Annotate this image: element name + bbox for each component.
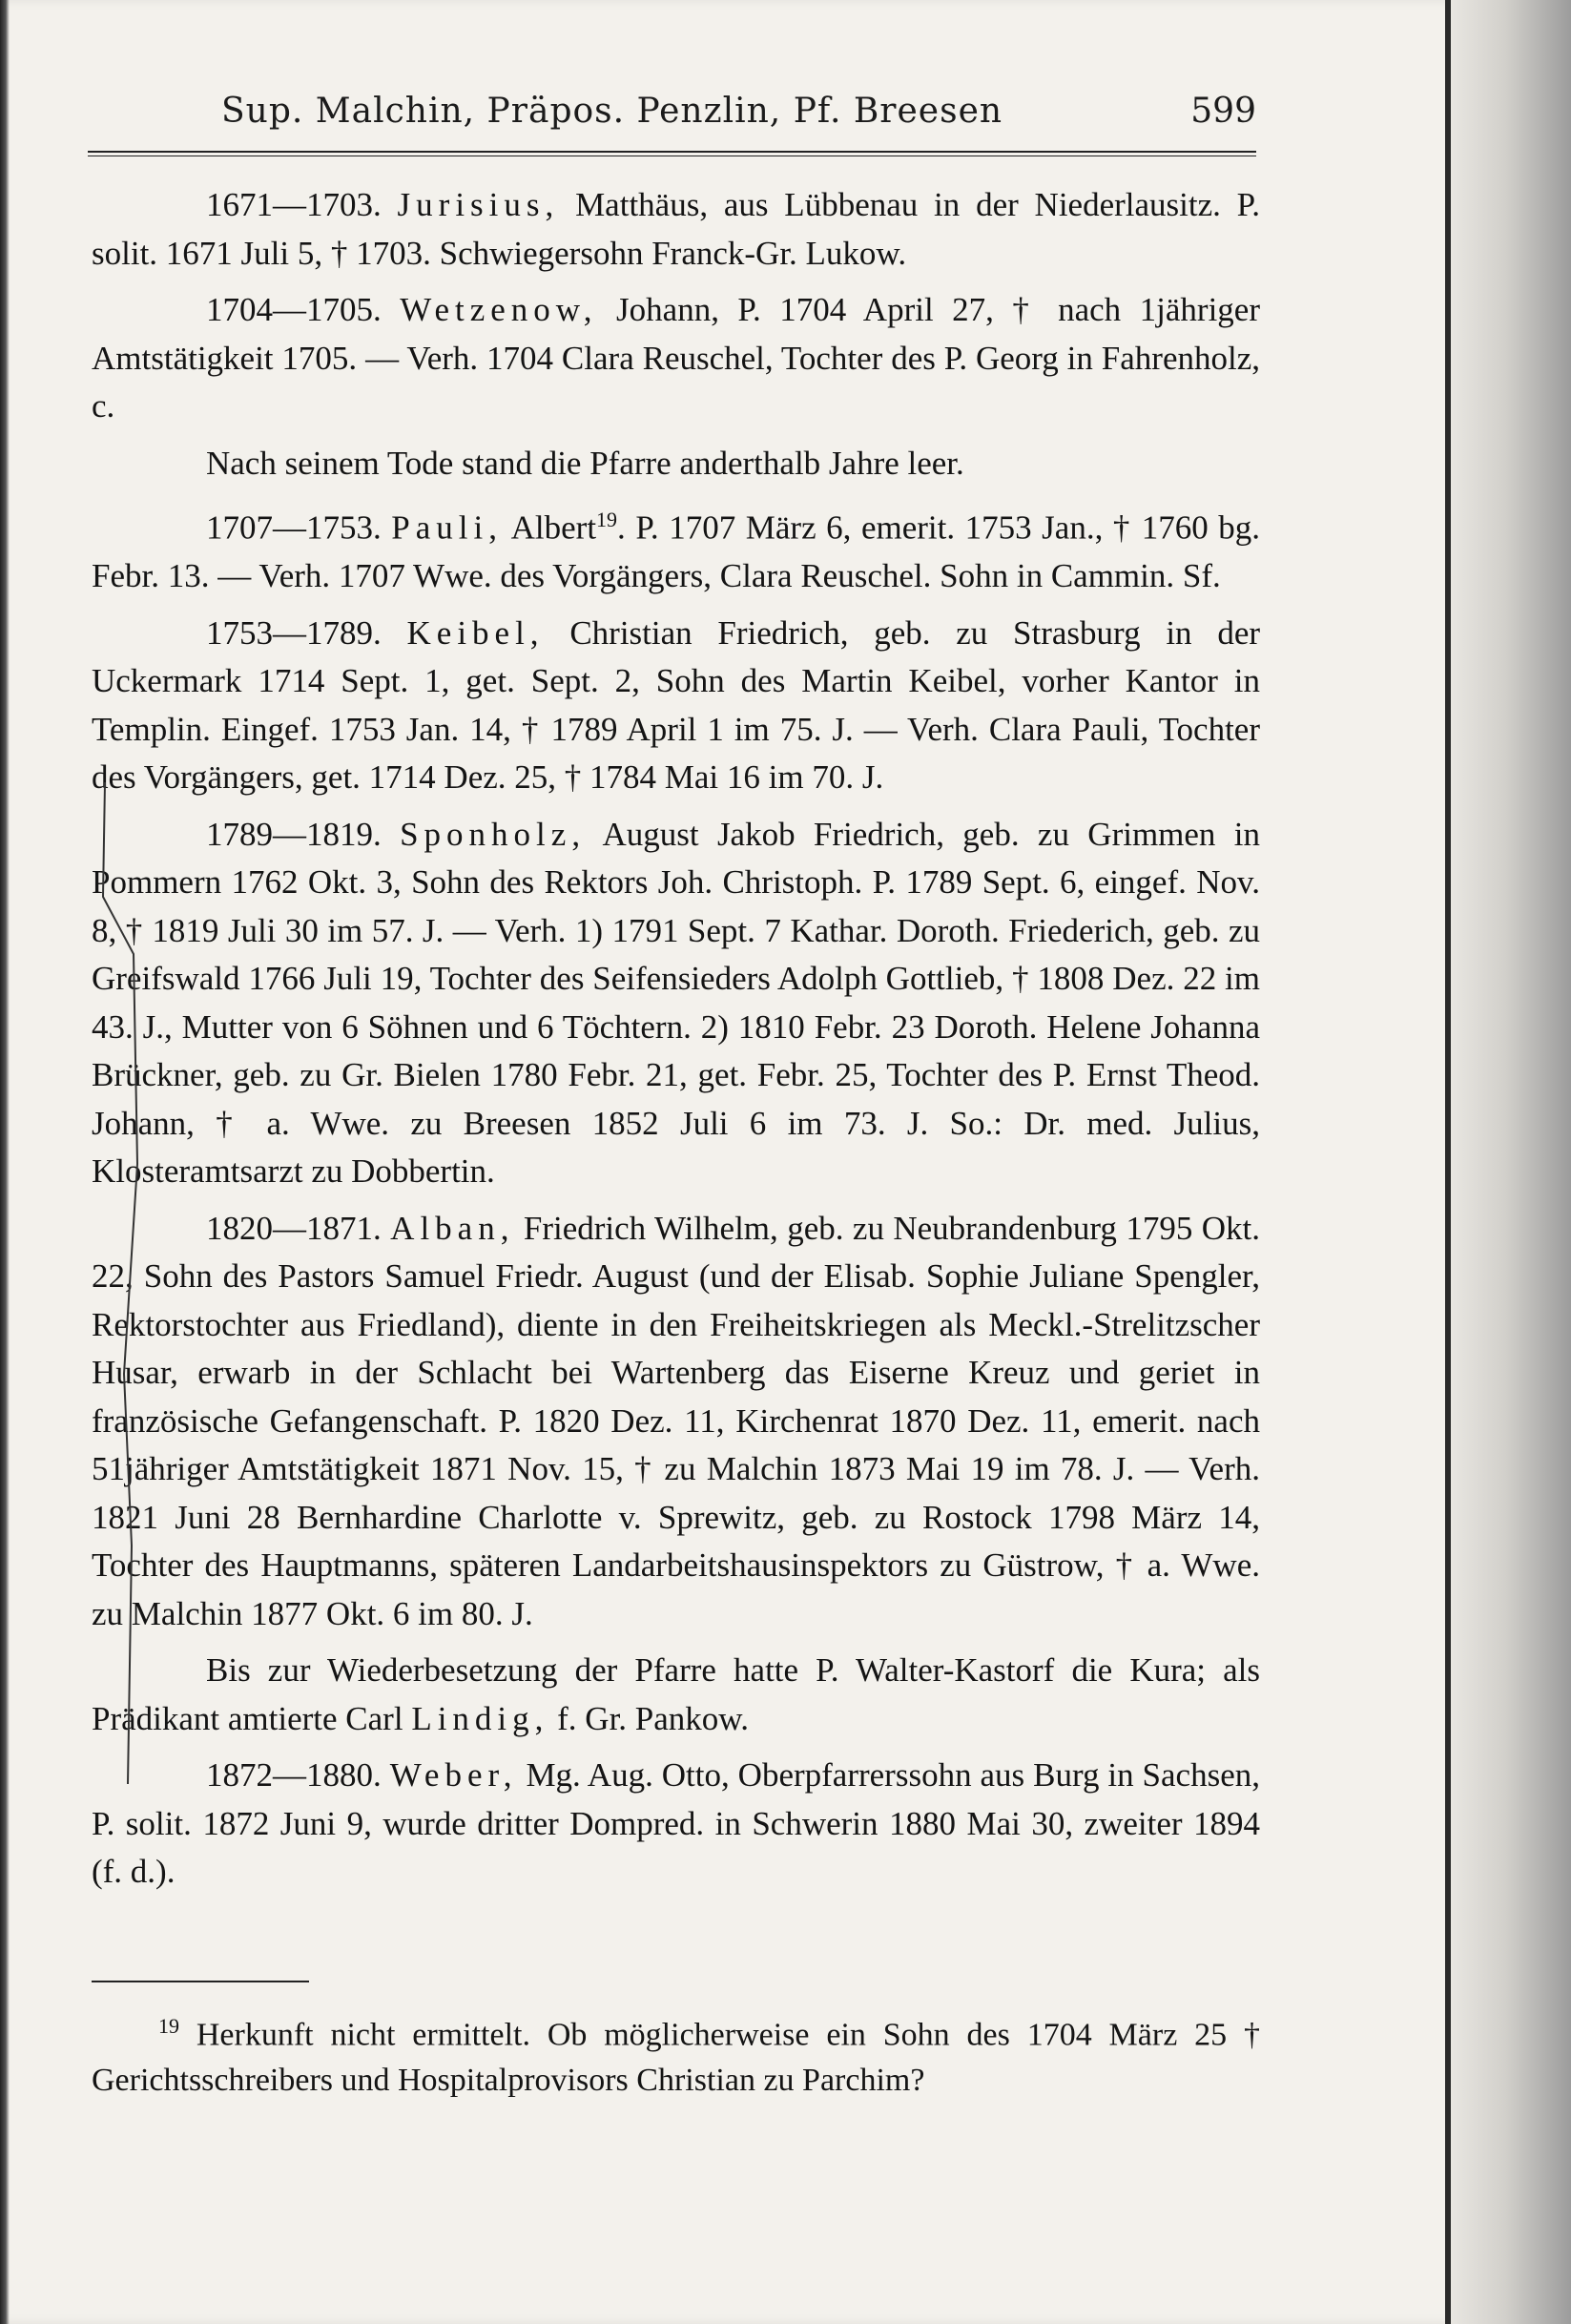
interim-note bbox=[92, 1647, 1260, 1743]
entry-pauli bbox=[92, 496, 1260, 601]
entry-years: 1789—1819. bbox=[206, 815, 382, 853]
entry-wetzenow bbox=[92, 286, 1260, 431]
entry-text: Johann, P. 1704 April 27, † nach 1jähriger Amtstätigkeit 1705. — Verh. 1704 Clara Reuschel, Tochter des P. Georg in Fahrenholz, c. bbox=[92, 291, 1260, 425]
page-number: 599 bbox=[1190, 92, 1256, 131]
margin-pencil-line bbox=[95, 782, 172, 1784]
footnote bbox=[92, 2003, 1260, 2104]
running-header-title: Sup. Malchin, Präpos. Penzlin, Pf. Breesen bbox=[221, 92, 1003, 131]
entry-text: Mg. Aug. Otto, Oberpfarrerssohn aus Burg in Sachsen, P. solit. 1872 Juni 9, wurde dritter Dompred. in Schwerin 1880 Mai 30, zweiter 1894 (f. d.). bbox=[92, 1756, 1260, 1891]
entry-name: Alban, bbox=[390, 1209, 515, 1247]
vacancy-note: Nach seinem Tode stand die Pfarre anderthalb Jahre leer. bbox=[206, 444, 964, 482]
footnote-text: Herkunft nicht ermittelt. Ob möglicherweise ein Sohn des 1704 März 25 † Gerichtsschreibers und Hospitalprovisors Christian zu Parchim? bbox=[92, 2017, 1260, 2099]
entry-text: Albert bbox=[510, 508, 597, 547]
entry-name: Sponholz, bbox=[400, 815, 587, 853]
entry-name: Jurisius, bbox=[397, 186, 560, 223]
entry-name: Keibel, bbox=[406, 613, 545, 652]
entry-name: Weber, bbox=[389, 1756, 518, 1795]
note-text: f. Gr. Pankow. bbox=[557, 1699, 750, 1737]
entry-years: 1872—1880. bbox=[206, 1756, 382, 1795]
entry-keibel bbox=[92, 610, 1260, 802]
entry-text: Matthäus, aus Lübbenau in der Niederlausitz. P. solit. 1671 Juli 5, † 1703. Schwiegersohn Franck-Gr. Lukow. bbox=[92, 186, 1261, 272]
entry-years: 1671—1703. bbox=[206, 186, 382, 223]
page-spine-shadow bbox=[0, 0, 10, 2324]
entry-weber bbox=[92, 1752, 1260, 1897]
entry-text: . P. 1707 März 6, emerit. 1753 Jan., † 1760 bg. Febr. 13. — Verh. 1707 Wwe. des Vorgängers, Clara Reuschel. Sohn in Cammin. Sf. bbox=[92, 508, 1261, 595]
entry-years: 1704—1705. bbox=[206, 291, 382, 328]
entry-alban bbox=[92, 1205, 1260, 1639]
scan-background-edge bbox=[1451, 0, 1571, 2324]
note-text: Bis zur Wiederbesetzung der Pfarre hatte P. Walter-Kastorf die Kura; als Prädikant amtierte Carl bbox=[92, 1651, 1260, 1737]
main-text bbox=[92, 181, 1260, 1905]
entry-years: 1753—1789. bbox=[206, 613, 382, 652]
running-header bbox=[221, 92, 1256, 131]
entry-text: August Jakob Friedrich, geb. zu Grimmen in Pommern 1762 Okt. 3, Sohn des Rektors Joh. Christoph. P. 1789 Sept. 6, eingef. Nov. 8, † 1819 Juli 30 im 57. J. — Verh. 1) 1791 Sept. 7 Kathar. Doroth. Friederich, geb. zu Greifswald 1766 Juli 19, Tochter des Seifensieders Adolph Gottlieb, † 1808 Dez. 22 im 43. J., Mutter von 6 Söhnen und 6 Töchtern. 2) 1810 Febr. 23 Doroth. Helene Johanna Brückner, geb. zu Gr. Bielen 1780 Febr. 21, get. Febr. 25, Tochter des P. Ernst Theod. Johann, † a. Wwe. zu Breesen 1852 Juli 6 im 73. J. So.: Dr. med. Julius, Klosteramtsarzt zu Dobbertin. bbox=[92, 815, 1260, 1191]
footnote-reference: 19 bbox=[596, 508, 618, 531]
footnote-rule bbox=[92, 1981, 309, 1982]
entry-name: Lindig, bbox=[411, 1699, 549, 1737]
entry-text: Christian Friedrich, geb. zu Strasburg in der Uckermark 1714 Sept. 1, get. Sept. 2, Sohn des Martin Keibel, vorher Kantor in Templin. Eingef. 1753 Jan. 14, † 1789 April 1 im 75. J. — Verh. Clara Pauli, Tochter des Vorgängers, get. 1714 Dez. 25, † 1784 Mai 16 im 70. J. bbox=[92, 613, 1261, 797]
entry-name: Wetzenow, bbox=[400, 291, 598, 328]
entry-years: 1820—1871. bbox=[206, 1209, 382, 1247]
header-rule bbox=[88, 151, 1256, 156]
entry-text: Friedrich Wilhelm, geb. zu Neubrandenburg 1795 Okt. 22, Sohn des Pastors Samuel Friedr. August (und der Elisab. Sophie Juliane Spengler, Rektorstochter aus Friedland), diente in den Freiheitskriegen als Meckl.-Strelitzscher Husar, erwarb in der Schlacht bei Wartenberg das Eiserne Kreuz und geriet in französische Gefangenschaft. P. 1820 Dez. 11, Kirchenrat 1870 Dez. 11, emerit. nach 51jähriger Amtstätigkeit 1871 Nov. 15, † zu Malchin 1873 Mai 19 im 78. J. — Verh. 1821 Juni 28 Bernhardine Charlotte v. Sprewitz, geb. zu Rostock 1798 März 14, Tochter des Hauptmanns, späteren Landarbeitshausinspektors zu Güstrow, † a. Wwe. zu Malchin 1877 Okt. 6 im 80. J. bbox=[92, 1209, 1261, 1632]
entry-jurisius bbox=[92, 181, 1260, 278]
entry-years: 1707—1753. bbox=[206, 508, 382, 547]
entry-sponholz bbox=[92, 811, 1260, 1196]
entry-name: Pauli, bbox=[391, 508, 503, 547]
footnote-mark: 19 bbox=[158, 2014, 179, 2038]
